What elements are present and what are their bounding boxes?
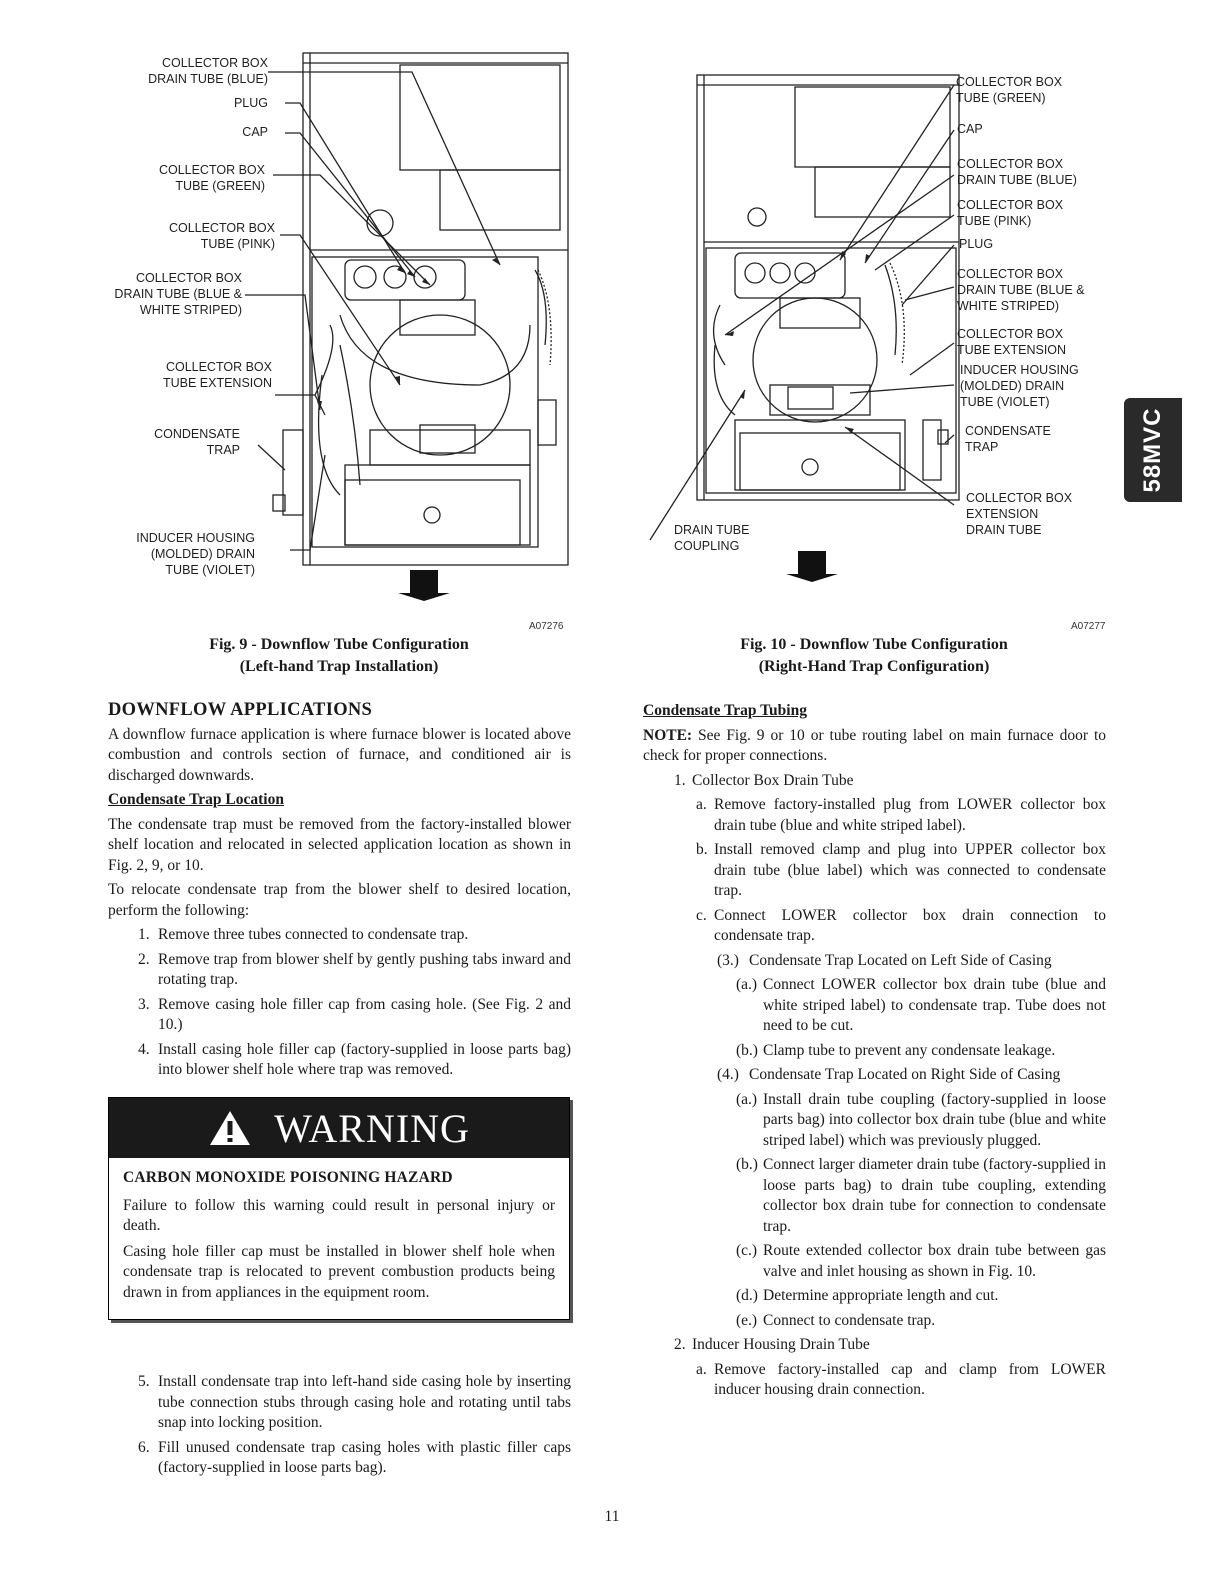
warning-p2: Casing hole filler cap must be installed in blower shelf hole when condensate trap is relocated to prevent combustion products being drawn in from appliances in the equipment room. (123, 1242, 555, 1301)
fig10-code: A07277 (1071, 621, 1106, 632)
fig10-callout-extension-drain-tube: COLLECTOR BOX EXTENSION DRAIN TUBE (966, 491, 1073, 537)
fig10-callout-drain-tube-striped: COLLECTOR BOX DRAIN TUBE (BLUE & WHITE STRIPED) (957, 267, 1085, 313)
fig10-callout-cap: CAP (957, 122, 983, 136)
left-column (108, 700, 571, 1085)
fig10-caption-line1: Fig. 10 - Downflow Tube Configuration (740, 636, 1008, 653)
list-item: 1. Collector Box Drain Tube (674, 771, 854, 789)
list-item: a. Remove factory-installed plug from LOWER collector box drain tube (blue and white striped label). (696, 796, 1106, 834)
warning-box (108, 1097, 570, 1320)
trap-location-p1: The condensate trap must be removed from the factory-installed blower shelf location and relocated in selected application location as shown in Fig. 2, 9, or 10. (108, 815, 571, 874)
list-item: (a.) Connect LOWER collector box drain tube (blue and white striped label) to condensate trap. Tube does not need to be cut. (736, 976, 1106, 1034)
fig9-callout-collector-box-drain-tube-blue: COLLECTOR BOX DRAIN TUBE (BLUE) (148, 56, 268, 86)
fig10-callout-tube-green: COLLECTOR BOX TUBE (GREEN) (956, 75, 1063, 105)
list-item: (c.) Route extended collector box drain tube between gas valve and inlet housing as shown in Fig. 10. (736, 1242, 1106, 1280)
list-item: (3.) Condensate Trap Located on Left Side of Casing (717, 951, 1052, 969)
downflow-intro: A downflow furnace application is where furnace blower is located above combustion and controls section of furnace, and conditioned air is discharged downwards. (108, 725, 571, 784)
list-item: 2. Remove trap from blower shelf by gently pushing tabs inward and rotating trap. (138, 950, 571, 988)
fig9-callout-tube-pink: COLLECTOR BOX TUBE (PINK) (168, 221, 275, 251)
warning-p1: Failure to follow this warning could result in personal injury or death. (123, 1196, 555, 1234)
list-item: 5. Install condensate trap into left-hand side casing hole by inserting tube connection stubs through casing hole and rotating until tabs snap into locking position. (138, 1373, 571, 1431)
list-item: c. Connect LOWER collector box drain connection to condensate trap. (696, 906, 1106, 944)
fig10-callout-drain-tube-coupling: DRAIN TUBE COUPLING (674, 523, 750, 553)
warning-header (109, 1098, 569, 1158)
right-column (643, 701, 1106, 1405)
fig10-callout-tube-pink: COLLECTOR BOX TUBE (PINK) (957, 198, 1064, 228)
list-item: (b.) Connect larger diameter drain tube (factory-supplied in loose parts bag) to drain tube coupling, extending collector box drain tube for connection to condensate trap. (736, 1156, 1106, 1235)
subheading-trap-tubing: Condensate Trap Tubing (643, 702, 807, 719)
fig9-code: A07276 (529, 621, 564, 632)
list-item: 2. Inducer Housing Drain Tube (674, 1336, 870, 1353)
hazard-title: CARBON MONOXIDE POISONING HAZARD (123, 1169, 453, 1186)
fig10-callout-plug: PLUG (959, 237, 994, 251)
fig9-callout-drain-tube-striped: COLLECTOR BOX DRAIN TUBE (BLUE & WHITE STRIPED) (114, 271, 242, 317)
list-item: 4. Install casing hole filler cap (factory-supplied in loose parts bag) into blower shelf hole where trap was removed. (138, 1040, 571, 1078)
list-item: 3. Remove casing hole filler cap from casing hole. (See Fig. 2 and 10.) (138, 995, 571, 1033)
fig10-caption (644, 634, 1104, 678)
list-item: (4.) Condensate Trap Located on Right Side of Casing (717, 1066, 1061, 1083)
fig10-callout-tube-extension: COLLECTOR BOX TUBE EXTENSION (957, 327, 1067, 357)
list-item: (d.) Determine appropriate length and cut. (736, 1287, 999, 1304)
fig9-callout-tube-green: COLLECTOR BOX TUBE (GREEN) (158, 163, 265, 193)
trap-location-p2: To relocate condensate trap from the blower shelf to desired location, perform the following: (108, 881, 571, 919)
list-item: a. Remove factory-installed cap and clamp from LOWER inducer housing drain connection. (696, 1360, 1106, 1398)
fig10-callout-drain-tube-blue: COLLECTOR BOX DRAIN TUBE (BLUE) (957, 157, 1077, 187)
list-item: 6. Fill unused condensate trap casing holes with plastic filler caps (factory-supplied in loose parts bag). (138, 1438, 571, 1476)
model-side-tab: 58MVC (1124, 398, 1182, 502)
subheading-trap-location: Condensate Trap Location (108, 791, 284, 808)
fig9-callout-condensate-trap: CONDENSATE TRAP (154, 427, 240, 457)
list-item: b. Install removed clamp and plug into UPPER collector box drain tube (blue label) which was connected to condensate trap. (696, 841, 1106, 899)
section-heading-downflow: DOWNFLOW APPLICATIONS (108, 700, 373, 720)
warning-word: WARNING (274, 1105, 470, 1151)
fig10-caption-line2: (Right-Hand Trap Configuration) (758, 658, 990, 675)
relocation-steps (108, 925, 571, 1081)
warning-body (109, 1158, 569, 1303)
fig9-caption-line2: (Left-hand Trap Installation) (239, 658, 439, 675)
fig10-callout-condensate-trap: CONDENSATE TRAP (965, 424, 1051, 454)
list-item: 1. Remove three tubes connected to condensate trap. (138, 926, 469, 943)
fig9-callout-inducer-housing-drain: INDUCER HOUSING (MOLDED) DRAIN TUBE (VIOLET) (136, 531, 255, 577)
fig9-callout-cap: CAP (242, 125, 268, 139)
warning-triangle-icon (208, 1109, 252, 1147)
fig9-callout-plug: PLUG (233, 96, 268, 110)
note: NOTE: See Fig. 9 or 10 or tube routing label on main furnace door to check for proper connections. (643, 726, 1106, 764)
fig9-caption-line1: Fig. 9 - Downflow Tube Configuration (209, 636, 469, 653)
figure-10-diagram (640, 65, 960, 590)
fig9-callout-tube-extension: COLLECTOR BOX TUBE EXTENSION (162, 360, 272, 390)
fig10-callout-inducer-housing-drain: INDUCER HOUSING (MOLDED) DRAIN TUBE (VIOLET) (960, 363, 1079, 409)
list-item: (e.) Connect to condensate trap. (736, 1311, 936, 1329)
fig9-caption (108, 634, 570, 678)
page-number: 11 (604, 1508, 620, 1525)
left-column-continued (108, 1372, 571, 1483)
list-item: (a.) Install drain tube coupling (factory-supplied in loose parts bag) into collector box drain tube (blue and white striped label) which was previously plugged. (736, 1090, 1106, 1149)
list-item: (b.) Clamp tube to prevent any condensate leakage. (736, 1041, 1056, 1059)
